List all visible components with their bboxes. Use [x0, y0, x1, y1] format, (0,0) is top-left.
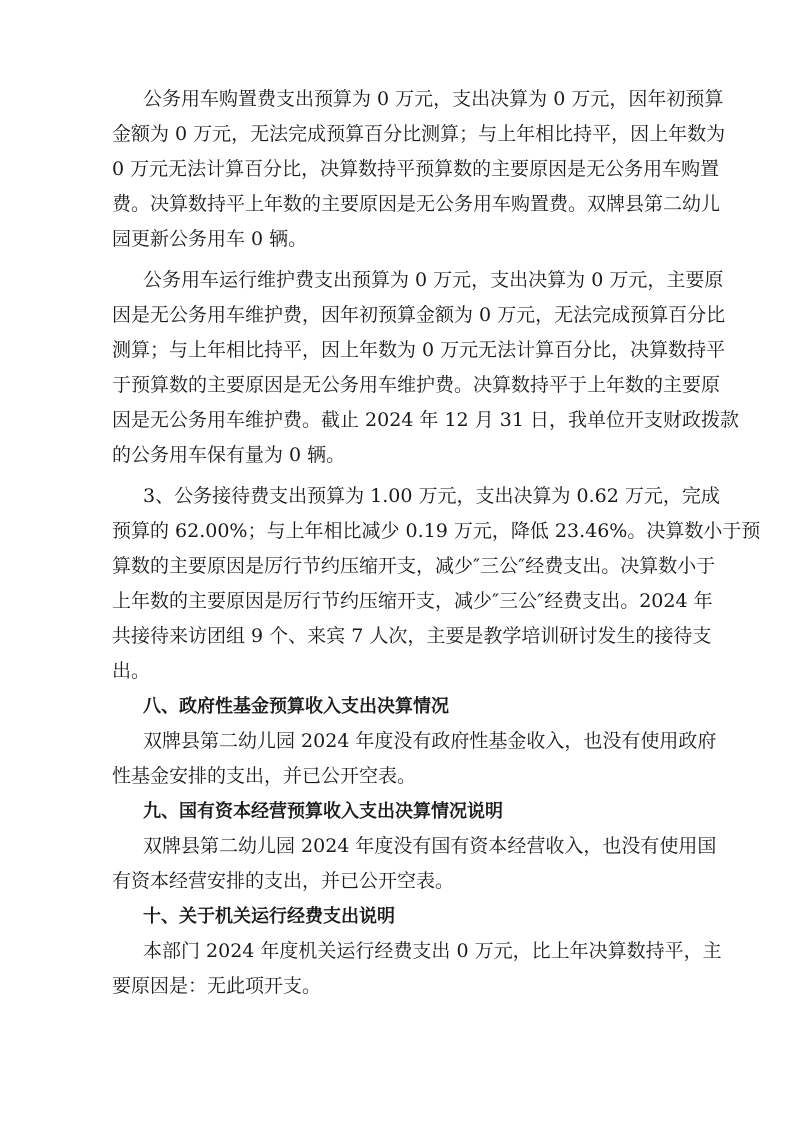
text-line: 因是无公务用车维护费，因年初预算金额为 0 万元，无法完成预算百分比 [112, 304, 726, 326]
text-line: 园更新公务用车 0 辆。 [112, 228, 308, 250]
paragraph-section-8 [112, 724, 717, 794]
text-line: 费。决算数持平上年数的主要原因是无公务用车购置费。双牌县第二幼儿 [112, 193, 721, 215]
text-line: 预算的 62.00%；与上年相比减少 0.19 万元，降低 23.46%。决算数小于预 [112, 520, 761, 542]
paragraph-reception [112, 479, 761, 689]
text-line: 双牌县第二幼儿园 2024 年度没有国有资本经营收入，也没有使用国 [143, 835, 717, 857]
text-line: 性基金安排的支出，并已公开空表。 [112, 765, 417, 787]
paragraph-section-9 [112, 829, 717, 899]
text-line: 有资本经营安排的支出，并已公开空表。 [112, 870, 455, 892]
text-line: 的公务用车保有量为 0 辆。 [112, 444, 346, 466]
text-line: 算数的主要原因是厉行节约压缩开支，减少″三公″经费支出。决算数小于 [112, 555, 716, 577]
heading-section-9: 九、国有资本经营预算收入支出决算情况说明 [143, 801, 503, 822]
document-page [112, 82, 761, 1004]
paragraph-vehicle-maintenance [112, 263, 739, 473]
text-line: 公务用车购置费支出预算为 0 万元，支出决算为 0 万元，因年初预算 [143, 88, 724, 110]
heading-section-10: 十、关于机关运行经费支出说明 [143, 906, 395, 927]
text-line: 共接待来访团组 9 个、来宾 7 人次，主要是教学培训研讨发生的接待支 [112, 625, 712, 647]
text-line: 0 万元无法计算百分比，决算数持平预算数的主要原因是无公务用车购置 [112, 158, 720, 180]
text-line: 测算；与上年相比持平，因上年数为 0 万元无法计算百分比，决算数持平 [112, 339, 726, 361]
text-line: 上年数的主要原因是厉行节约压缩开支，减少″三公″经费支出。2024 年 [112, 590, 713, 612]
text-line: 本部门 2024 年度机关运行经费支出 0 万元，比上年决算数持平，主 [143, 940, 722, 962]
text-line: 公务用车运行维护费支出预算为 0 万元，支出决算为 0 万元，主要原 [143, 269, 724, 291]
paragraph-section-10 [112, 934, 722, 1004]
heading-section-8: 八、政府性基金预算收入支出决算情况 [143, 696, 449, 717]
text-line: 金额为 0 万元，无法完成预算百分比测算；与上年相比持平，因上年数为 [112, 123, 726, 145]
text-line: 因是无公务用车维护费。截止 2024 年 12 月 31 日，我单位开支财政拨款 [112, 409, 739, 431]
text-line: 3、公务接待费支出预算为 1.00 万元，支出决算为 0.62 万元，完成 [143, 485, 720, 507]
text-line: 出。 [112, 660, 151, 682]
text-line: 于预算数的主要原因是无公务用车维护费。决算数持平于上年数的主要原 [112, 374, 721, 396]
paragraph-vehicle-purchase [112, 82, 726, 257]
text-line: 双牌县第二幼儿园 2024 年度没有政府性基金收入，也没有使用政府 [143, 730, 717, 752]
text-line: 要原因是：无此项开支。 [112, 975, 322, 997]
